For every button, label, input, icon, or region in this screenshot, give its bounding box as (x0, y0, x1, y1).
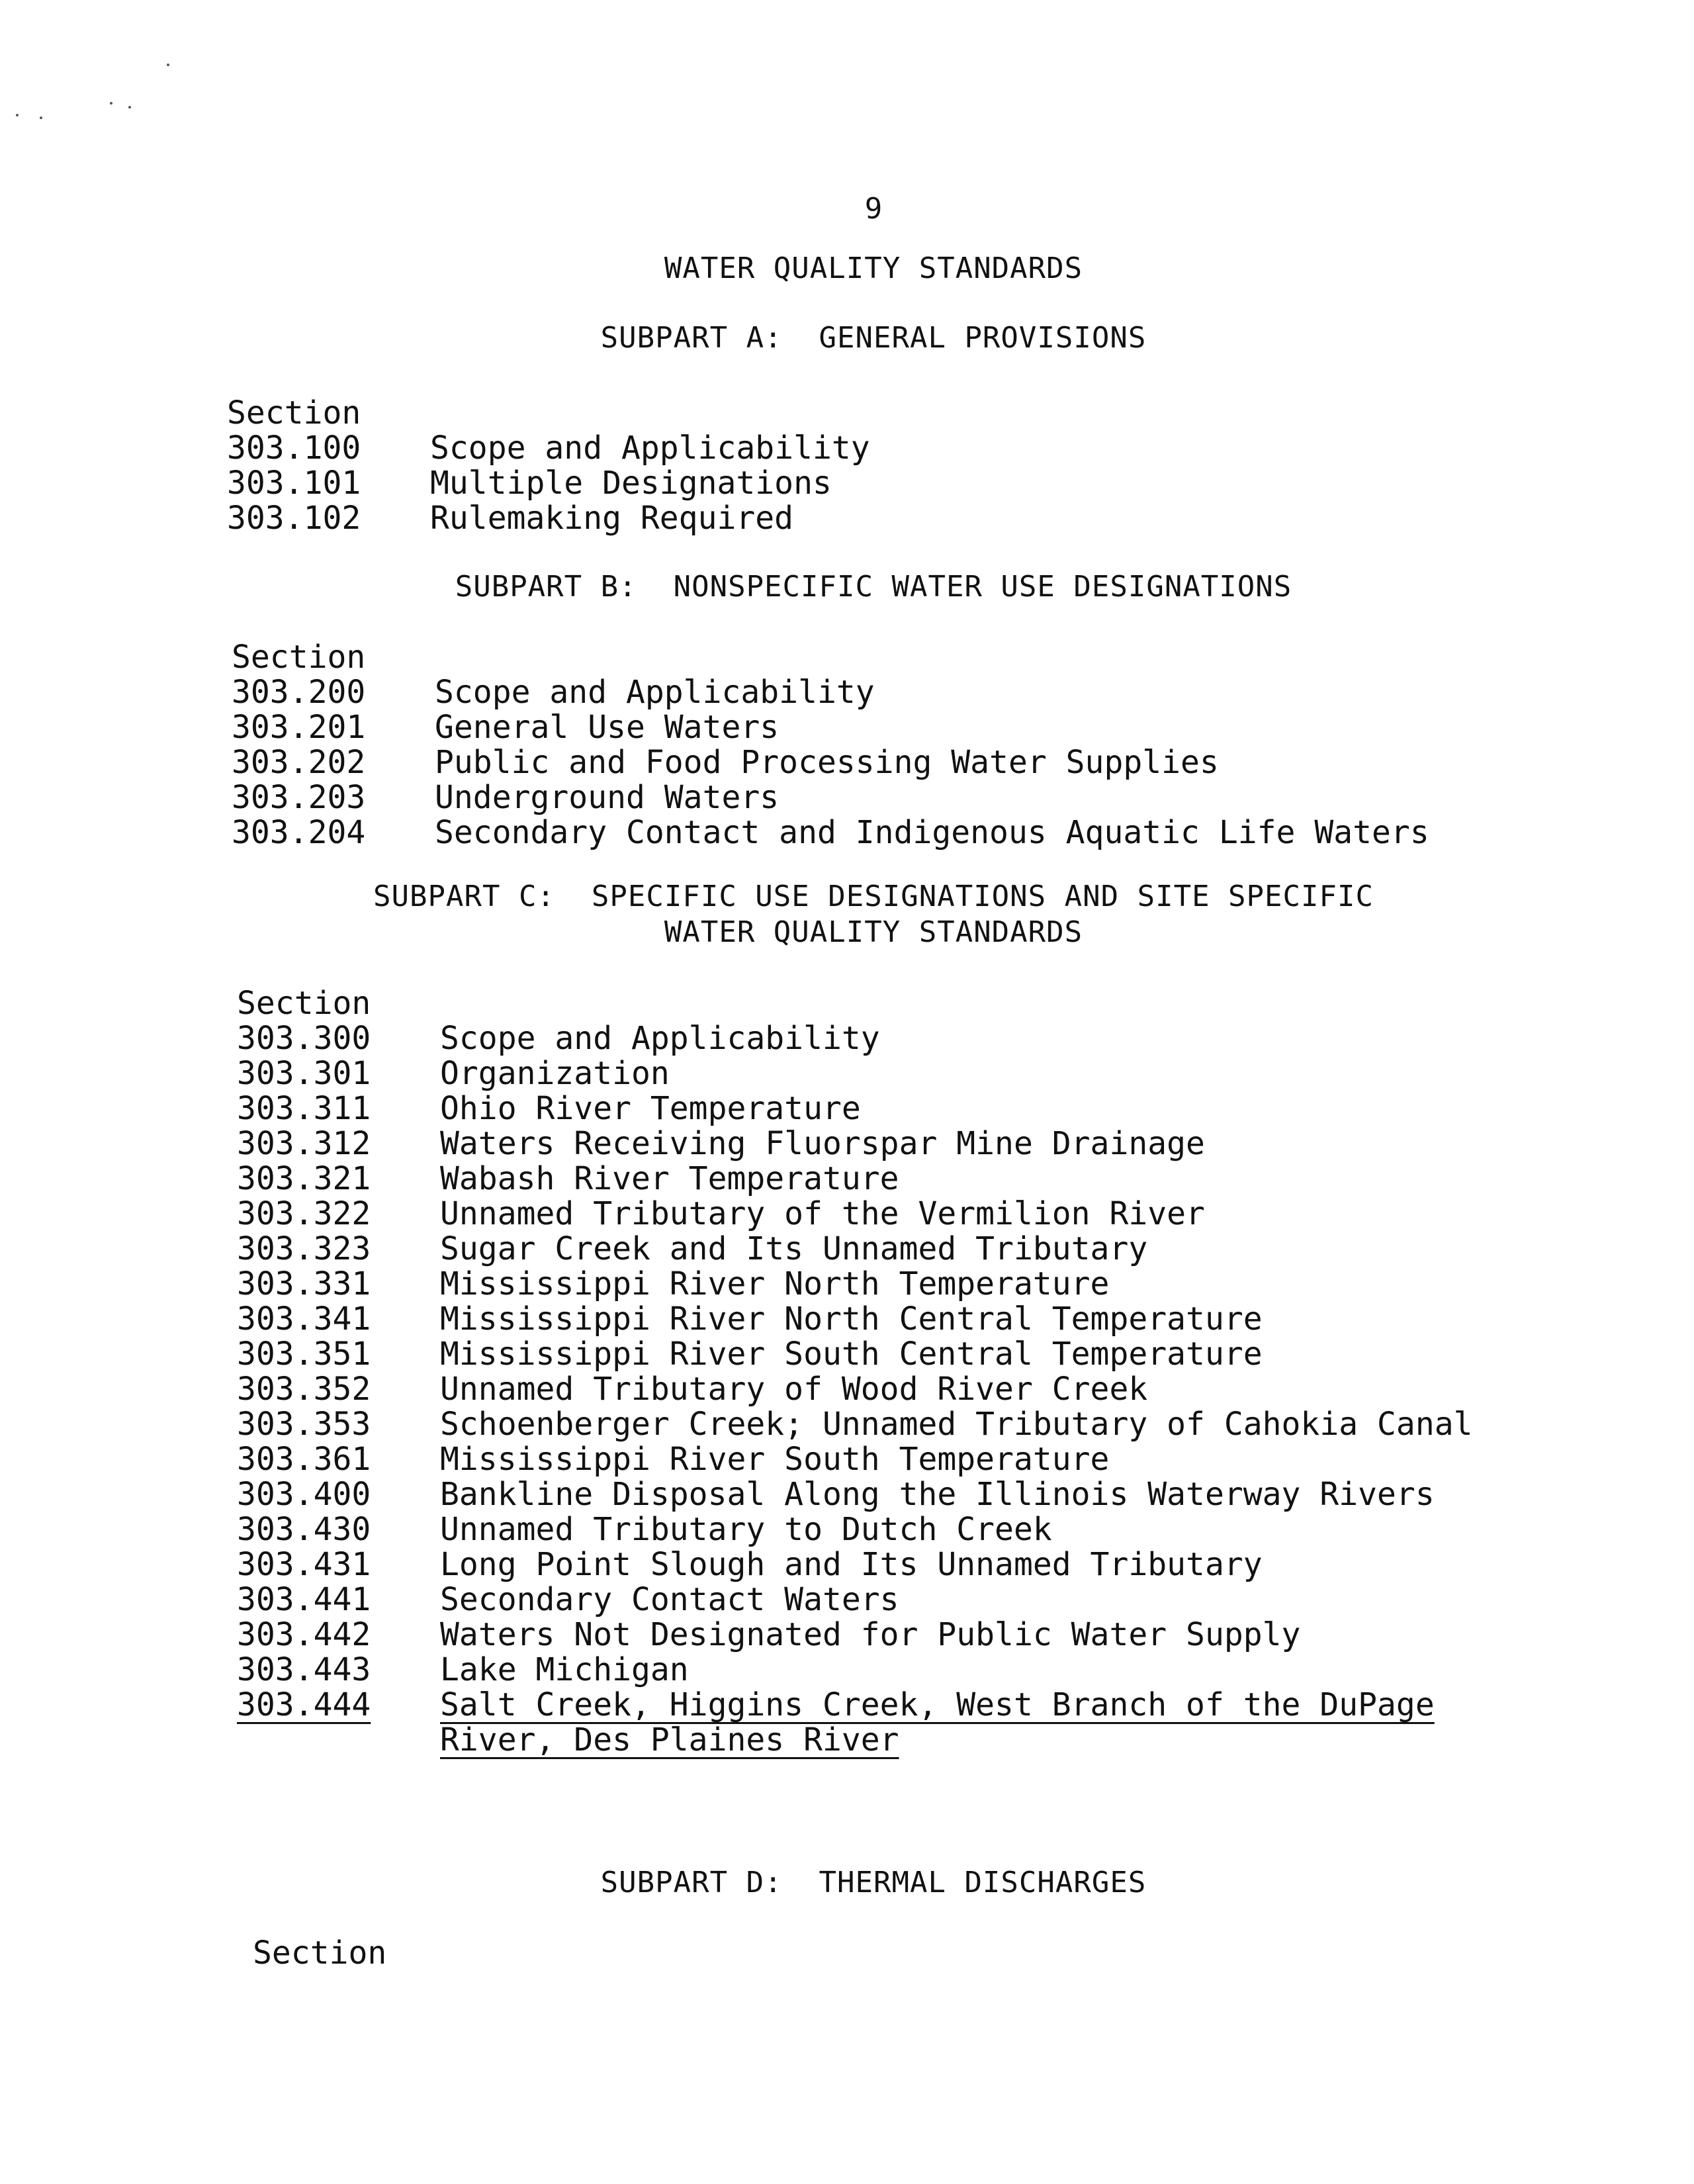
page-number: 9 (864, 192, 883, 226)
subpart-d-heading: SUBPART D: THERMAL DISCHARGES (600, 1866, 1147, 1899)
table-row (237, 1547, 1473, 1582)
table-row (227, 501, 870, 536)
section-number: 303.353 (237, 1406, 371, 1443)
section-number: 303.400 (237, 1476, 371, 1513)
section-number: 303.361 (237, 1441, 371, 1478)
section-number: 303.202 (232, 744, 366, 781)
table-row (232, 745, 1429, 780)
section-number: 303.430 (237, 1511, 371, 1548)
section-title: Scope and Applicability (435, 674, 875, 711)
table-row (237, 1126, 1473, 1161)
section-title: Lake Michigan (440, 1651, 689, 1688)
section-number: 303.331 (237, 1265, 371, 1302)
subpart-a-heading: SUBPART A: GENERAL PROVISIONS (600, 321, 1147, 355)
section-title: Rulemaking Required (430, 500, 794, 537)
section-number: 303.102 (227, 500, 361, 537)
table-row (237, 1232, 1473, 1267)
section-title: General Use Waters (435, 709, 780, 746)
table-row (232, 815, 1429, 850)
section-number: 303.352 (237, 1371, 371, 1408)
subpart-b-sections (232, 640, 1429, 850)
section-number: 303.101 (227, 465, 361, 502)
table-row-continuation (237, 1723, 1473, 1758)
section-title: Waters Receiving Fluorspar Mine Drainage (440, 1125, 1205, 1162)
section-title: Sugar Creek and Its Unnamed Tributary (440, 1230, 1148, 1267)
section-number: 303.443 (237, 1651, 371, 1688)
section-title: Secondary Contact Waters (440, 1581, 899, 1618)
section-title: Mississippi River South Central Temperature (440, 1336, 1263, 1373)
section-title: Mississippi River South Temperature (440, 1441, 1110, 1478)
table-row (237, 1021, 1473, 1056)
table-row (237, 1302, 1473, 1337)
section-title: Waters Not Designated for Public Water Supply (440, 1616, 1301, 1653)
section-title: Unnamed Tributary of Wood River Creek (440, 1371, 1148, 1408)
table-row (232, 780, 1429, 815)
table-row (237, 1267, 1473, 1302)
table-row (237, 1407, 1473, 1442)
scan-speck (40, 116, 42, 119)
section-title: Unnamed Tributary of the Vermilion River (440, 1195, 1205, 1232)
document-title: WATER QUALITY STANDARDS (664, 251, 1083, 285)
subpart-c-heading: SUBPART C: SPECIFIC USE DESIGNATIONS AND SITE SPECIFIC (373, 880, 1374, 913)
section-title: Multiple Designations (430, 465, 832, 502)
table-row (237, 1442, 1473, 1477)
section-number: 303.444 (237, 1686, 371, 1723)
section-title: Mississippi River North Temperature (440, 1265, 1110, 1302)
section-title: Underground Waters (435, 779, 780, 816)
section-number: 303.204 (232, 814, 366, 851)
table-row (227, 431, 870, 466)
scan-speck (128, 106, 131, 109)
table-row (237, 1091, 1473, 1126)
section-number: 303.441 (237, 1581, 371, 1618)
scan-speck (167, 64, 169, 66)
section-label: Section (253, 1934, 387, 1972)
scan-speck (110, 102, 112, 105)
table-row (237, 1372, 1473, 1407)
subpart-b-heading: SUBPART B: NONSPECIFIC WATER USE DESIGNATIONS (455, 570, 1292, 604)
section-number: 303.311 (237, 1090, 371, 1127)
section-number: 303.442 (237, 1616, 371, 1653)
section-title: Wabash River Temperature (440, 1160, 899, 1197)
section-title: Organization (440, 1055, 670, 1092)
section-number: 303.351 (237, 1336, 371, 1373)
section-title: Scope and Applicability (440, 1020, 880, 1057)
table-row (237, 1653, 1473, 1688)
section-number: 303.322 (237, 1195, 371, 1232)
section-title: Scope and Applicability (430, 430, 870, 467)
section-number: 303.431 (237, 1546, 371, 1583)
section-title: Public and Food Processing Water Supplies (435, 744, 1219, 781)
section-number: 303.321 (237, 1160, 371, 1197)
section-title: Schoenberger Creek; Unnamed Tributary of Cahokia Canal (440, 1406, 1473, 1443)
table-row (237, 1337, 1473, 1372)
table-row (237, 1197, 1473, 1232)
table-row-underlined (237, 1688, 1473, 1723)
section-title-continuation: River, Des Plaines River (440, 1721, 899, 1758)
section-title: Mississippi River North Central Temperature (440, 1300, 1263, 1338)
subpart-d-sections (253, 1936, 386, 1971)
section-number: 303.312 (237, 1125, 371, 1162)
table-row (237, 1477, 1473, 1512)
table-row (232, 710, 1429, 745)
section-title: Ohio River Temperature (440, 1090, 861, 1127)
section-title: Long Point Slough and Its Unnamed Tributary (440, 1546, 1263, 1583)
section-title: Salt Creek, Higgins Creek, West Branch of the DuPage (440, 1686, 1435, 1723)
table-row (227, 466, 870, 501)
subpart-c-sections (237, 986, 1473, 1758)
table-row (237, 1512, 1473, 1547)
section-label: Section (227, 394, 361, 432)
section-number: 303.301 (237, 1055, 371, 1092)
table-row (237, 1161, 1473, 1197)
subpart-a-sections (227, 396, 870, 536)
section-number: 303.323 (237, 1230, 371, 1267)
section-label: Section (232, 639, 366, 676)
section-label: Section (237, 985, 371, 1022)
table-row (237, 1617, 1473, 1653)
section-number: 303.100 (227, 430, 361, 467)
subpart-c-heading-line2: WATER QUALITY STANDARDS (664, 915, 1083, 949)
section-title: Bankline Disposal Along the Illinois Waterway Rivers (440, 1476, 1435, 1513)
section-title: Unnamed Tributary to Dutch Creek (440, 1511, 1052, 1548)
scan-speck (16, 114, 19, 116)
section-number: 303.300 (237, 1020, 371, 1057)
table-row (232, 675, 1429, 710)
section-number: 303.201 (232, 709, 366, 746)
section-title: Secondary Contact and Indigenous Aquatic Life Waters (435, 814, 1429, 851)
section-number: 303.341 (237, 1300, 371, 1338)
table-row (237, 1582, 1473, 1617)
table-row (237, 1056, 1473, 1091)
section-number: 303.203 (232, 779, 366, 816)
section-number: 303.200 (232, 674, 366, 711)
